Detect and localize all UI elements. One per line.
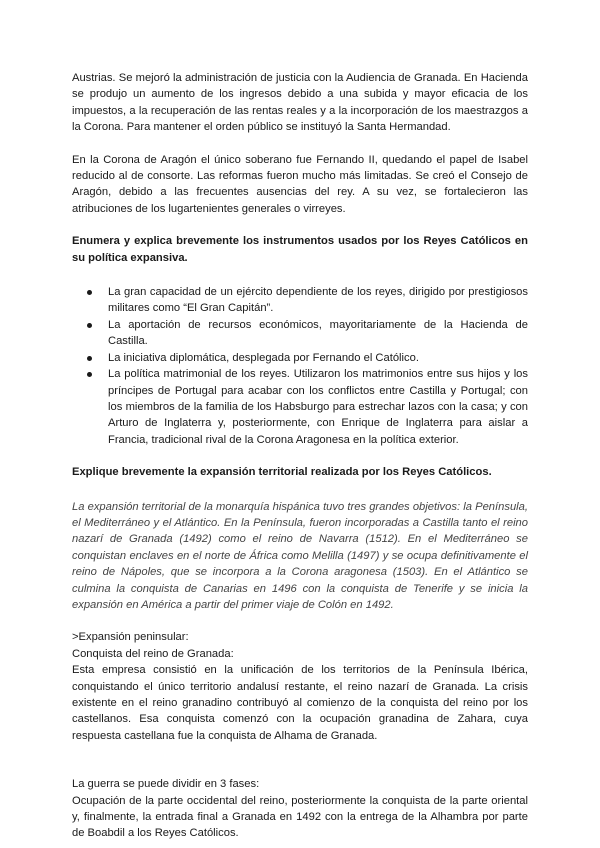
bullet-icon xyxy=(87,290,92,295)
peninsular-expansion-block xyxy=(72,629,528,744)
section1-heading: Enumera y explica brevemente los instrumentos usados por los Reyes Católicos en su política expansiva. xyxy=(72,235,528,264)
phases-title: La guerra se puede dividir en 3 fases: xyxy=(72,778,260,791)
granada-title: Conquista del reino de Granada: xyxy=(72,647,234,660)
spacer xyxy=(72,760,528,776)
list-item-text: La política matrimonial de los reyes. Utilizaron los matrimonios entre sus hijos y los príncipes de Portugal para acabar con los conflictos entre Castilla y Portugal; con los miembros de la familia de los Habsburgo para estrechar lazos con la casa; y con Arturo de Inglaterra y, posteriormente, con Enrique de Inglaterra para aislar a Francia, tradicional rival de la Corona Aragonesa en la política exterior. xyxy=(108,368,528,446)
intro-paragraph-2: En la Corona de Aragón el único soberano fue Fernando II, quedando el papel de Isabel reducido al de consorte. Las reformas fueron mucho más limitadas. Se creó el Consejo de Aragón, debido a las frecuentes ausencias del rey. A su vez, se fortalecieron las atribuciones de los lugartenientes generales o virreyes. xyxy=(72,153,528,215)
intro-paragraph-1: Austrias. Se mejoró la administración de justicia con la Audiencia de Granada. En Hacienda se produjo un aumento de los ingresos debido a una subida y mayor eficacia de los impuestos, a la recuperación de las rentas reales y a la incorporación de los maestrazgos a la Corona. Para mantener el orden público se instituyó la Santa Hermandad. xyxy=(72,72,528,134)
bullet-icon xyxy=(87,323,92,328)
spacer xyxy=(72,744,528,760)
phases-paragraph: Ocupación de la parte occidental del reino, posteriormente la conquista de la parte oriental y, finalmente, la entrada final a Granada en 1492 con la entrega de la Alhambra por parte de Boabdil a los Reyes Católicos. xyxy=(72,794,528,840)
peninsular-subheading: >Expansión peninsular: xyxy=(72,631,189,644)
war-phases-block xyxy=(72,776,528,842)
list-item-text: La aportación de recursos económicos, mayoritariamente de la Hacienda de Castilla. xyxy=(108,318,528,348)
list-item xyxy=(72,350,528,366)
granada-paragraph: Esta empresa consistió en la unificación de los territorios de la Península Ibérica, conquistando el único territorio andalusí restante, el reino nazarí de Granada. La crisis existente en el reino granadino contribuyó al comienzo de la conquista del reino por los castellanos. Esa conquista comenzó con la ocupación granadina de Zahara, cuya respuesta castellana fue la conquista de Alhama de Granada. xyxy=(72,664,528,742)
instruments-list xyxy=(72,284,528,448)
list-item xyxy=(72,317,528,350)
list-item-text: La gran capacidad de un ejército dependiente de los reyes, dirigido por prestigiosos militares como “El Gran Capitán”. xyxy=(108,286,528,315)
document-page xyxy=(72,70,528,842)
bullet-icon xyxy=(87,356,92,361)
bullet-icon xyxy=(87,372,92,377)
section2-heading: Explique brevemente la expansión territorial realizada por los Reyes Católicos. xyxy=(72,466,492,479)
expansion-summary: La expansión territorial de la monarquía hispánica tuvo tres grandes objetivos: la Península, el Mediterráneo y el Atlántico. En la Península, fueron incorporadas a Castilla tanto el reino nazarí de Granada (1492) como el reino de Navarra (1512). En el Mediterráneo se conquistan enclaves en el norte de África como Melilla (1497) y se ocupa definitivamente el reino de Nápoles, que se incorpora a la Corona aragonesa (1503). En el Atlántico se culmina la conquista de Canarias en 1496 con la conquista de Tenerife y se inicia la expansión en América a partir del primer viaje de Colón en 1492. xyxy=(72,500,528,611)
list-item xyxy=(72,284,528,317)
list-item xyxy=(72,366,528,448)
list-item-text: La iniciativa diplomática, desplegada por Fernando el Católico. xyxy=(108,351,419,364)
